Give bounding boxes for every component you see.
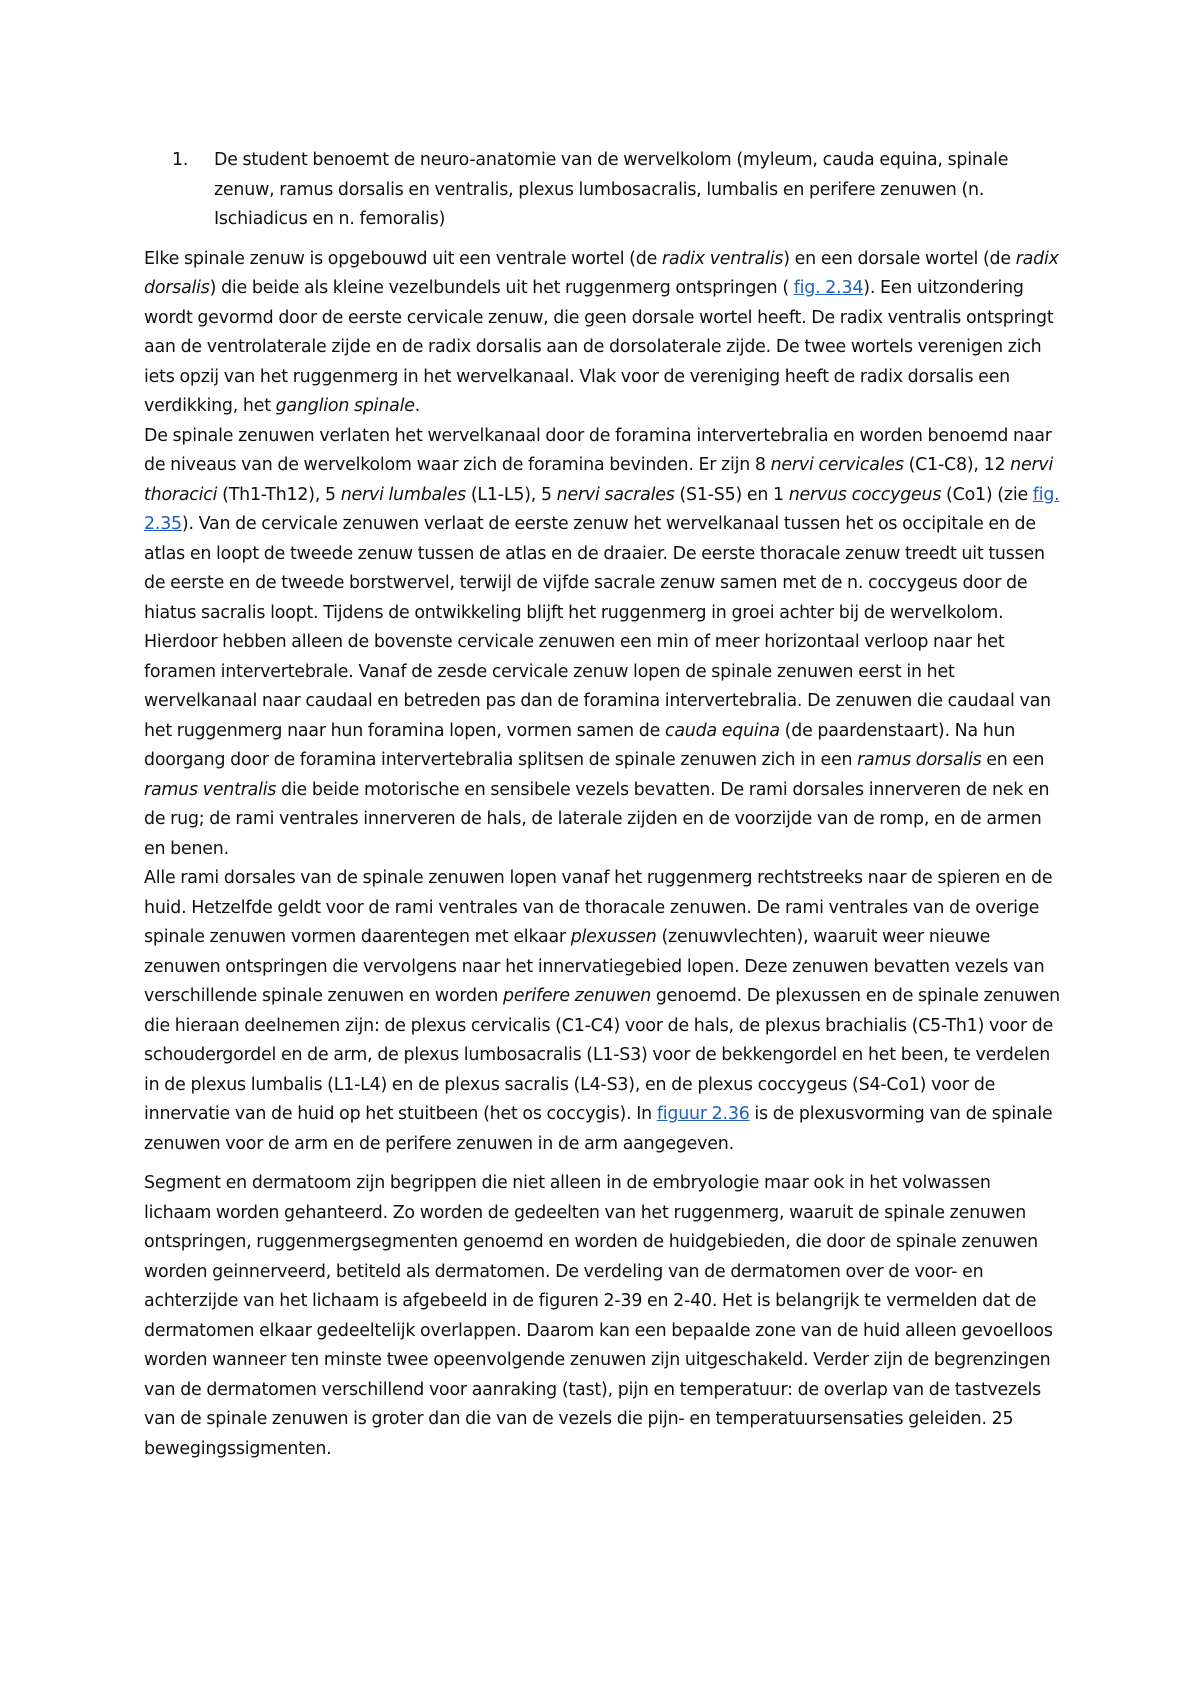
italic-term: radix ventralis [661,248,784,269]
paragraph-dermatomes [144,1169,1062,1464]
text-run: ) die beide als kleine vezelbundels uit het ruggenmerg ontspringen ( [209,278,794,298]
text-run: en een [981,750,1045,770]
text-run: is de plexusvorming van de spinale zenuwen voor de arm en de perifere zenuwen in de arm aangegeven. [144,1104,1053,1154]
italic-term: nervus coccygeus [788,484,942,505]
paragraph-spinal-nerve-levels [144,422,1062,865]
learning-objective-text: De student benoemt de neuro-anatomie van de wervelkolom (myleum, cauda equina, spinale zenuw, ramus dorsalis en ventralis, plexus lumbosacralis, lumbalis en perifere zenuwen (n. Ischiadicus en n. femoralis) [214,150,1009,229]
text-run: (C1-C8), 12 [903,455,1011,475]
text-run: (Th1-Th12), 5 [217,484,341,505]
italic-term: radix dorsalis [144,248,1059,298]
text-run: (S1-S5) en 1 [674,484,789,505]
paragraph-spinal-nerve-roots [144,245,1062,422]
text-run: ). Een uitzondering wordt gevormd door de eerste cervicale zenuw, die geen dorsale wortel heeft. De radix ventralis ontspringt aan de ventrolaterale zijde en de radix dorsalis aan de dorsolaterale zijde. De twee wortels verenigen zich iets opzij van het ruggenmerg in het wervelkanaal. Vlak voor de vereniging heeft de radix dorsalis een verdikking, het [144,278,1054,416]
text-run: . [414,396,421,416]
italic-term: nervi cervicales [770,455,904,475]
figure-link-2-35[interactable]: fig. 2.35 [144,484,1060,534]
italic-term: ganglion spinale [275,396,415,416]
italic-term: ramus ventralis [144,779,277,800]
italic-term: nervi thoracici [144,455,1054,505]
text-run: (Co1) (zie [941,484,1033,505]
italic-term: ramus dorsalis [857,750,982,770]
italic-term: perifere zenuwen [503,986,652,1006]
italic-term: plexussen [570,927,657,947]
paragraph-plexuses [144,864,1062,1159]
document-page [144,146,1062,1464]
text-run: Alle rami dorsales van de spinale zenuwen lopen vanaf het ruggenmerg rechtstreeks naar de spieren en de huid. Hetzelfde geldt voor de rami ventrales van de thoracale zenuwen. De rami ventrales van de overige spinale zenuwen vormen daarentegen met elkaar [144,868,1053,947]
text-run: De spinale zenuwen verlaten het wervelkanaal door de foramina intervertebralia en worden benoemd naar de niveaus van de wervelkolom waar zich de foramina bevinden. Er zijn 8 [144,425,1052,475]
text-run: ). Van de cervicale zenuwen verlaat de eerste zenuw het wervelkanaal tussen het os occipitale en de atlas en loopt de tweede zenuw tussen de atlas en de draaier. De eerste thoracale zenuw treedt uit tussen de eerste en de tweede borstwervel, terwijl de vijfde sacrale zenuw samen met de n. coccygeus door de hiatus sacralis loopt. Tijdens de ontwikkeling blijft het ruggenmerg in groei achter bij de wervelkolom. Hierdoor hebben alleen de bovenste cervicale zenuwen een min of meer horizontaal verloop naar het foramen intervertebrale. Vanaf de zesde cervicale zenuw lopen de spinale zenuwen eerst in het wervelkanaal naar caudaal en betreden pas dan de foramina intervertebralia. De zenuwen die caudaal van het ruggenmerg naar hun foramina lopen, vormen samen de [144,514,1051,741]
text-run: Segment en dermatoom zijn begrippen die niet alleen in de embryologie maar ook in het volwassen lichaam worden gehanteerd. Zo worden de gedeelten van het ruggenmerg, waaruit de spinale zenuwen ontspringen, ruggenmergsegmenten genoemd en worden de huidgebieden, die door de spinale zenuwen worden geinnerveerd, betiteld als dermatomen. De verdeling van de dermatomen over de voor- en achterzijde van het lichaam is afgebeeld in de figuren 2-39 en 2-40. Het is belangrijk te vermelden dat de dermatomen elkaar gedeeltelijk overlappen. Daarom kan een bepaalde zone van de huid alleen gevoelloos worden wanneer ten minste twee opeenvolgende zenuwen zijn uitgeschakeld. Verder zijn de begrenzingen van de dermatomen verschillend voor aanraking (tast), pijn en temperatuur: de overlap van de tastvezels van de spinale zenuwen is groter dan die van de vezels die pijn- en temperatuursensaties geleiden. 25 bewegingssigmenten. [144,1173,1053,1459]
text-run: (zenuwvlechten), waaruit weer nieuwe zenuwen ontspringen die vervolgens naar het innervatiegebied lopen. Deze zenuwen bevatten vezels van verschillende spinale zenuwen en worden [144,927,1045,1006]
text-run: Elke spinale zenuw is opgebouwd uit een ventrale wortel (de [144,248,662,269]
text-run: (de paardenstaart). Na hun doorgang door de foramina intervertebralia splitsen de spinale zenuwen zich in een [144,720,1016,770]
italic-term: cauda equina [664,720,780,741]
text-run: genoemd. De plexussen en de spinale zenuwen die hieraan deelnemen zijn: de plexus cervicalis (C1-C4) voor de hals, de plexus brachialis (C5-Th1) voor de schoudergordel en de arm, de plexus lumbosacralis (L1-S3) voor de bekkengordel en het been, te verdelen in de plexus lumbalis (L1-L4) en de plexus sacralis (L4-S3), en de plexus coccygeus (S4-Co1) voor de innervatie van de huid op het stuitbeen (het os coccygis). In [144,986,1061,1124]
text-run: (L1-L5), 5 [466,484,557,505]
italic-term: nervi sacrales [556,484,675,505]
italic-term: nervi lumbales [340,484,467,505]
figure-link-2-36[interactable]: figuur 2.36 [656,1104,750,1124]
text-run: die beide motorische en sensibele vezels bevatten. De rami dorsales innerveren de nek en de rug; de rami ventrales innerveren de hals, de laterale zijden en de voorzijde van de romp, en de armen en benen. [144,779,1050,859]
numbered-list-item [144,146,1062,235]
list-number: 1. [172,150,189,170]
figure-link-2-34[interactable]: fig. 2.34 [793,278,864,298]
text-run: ) en een dorsale wortel (de [783,248,1016,269]
